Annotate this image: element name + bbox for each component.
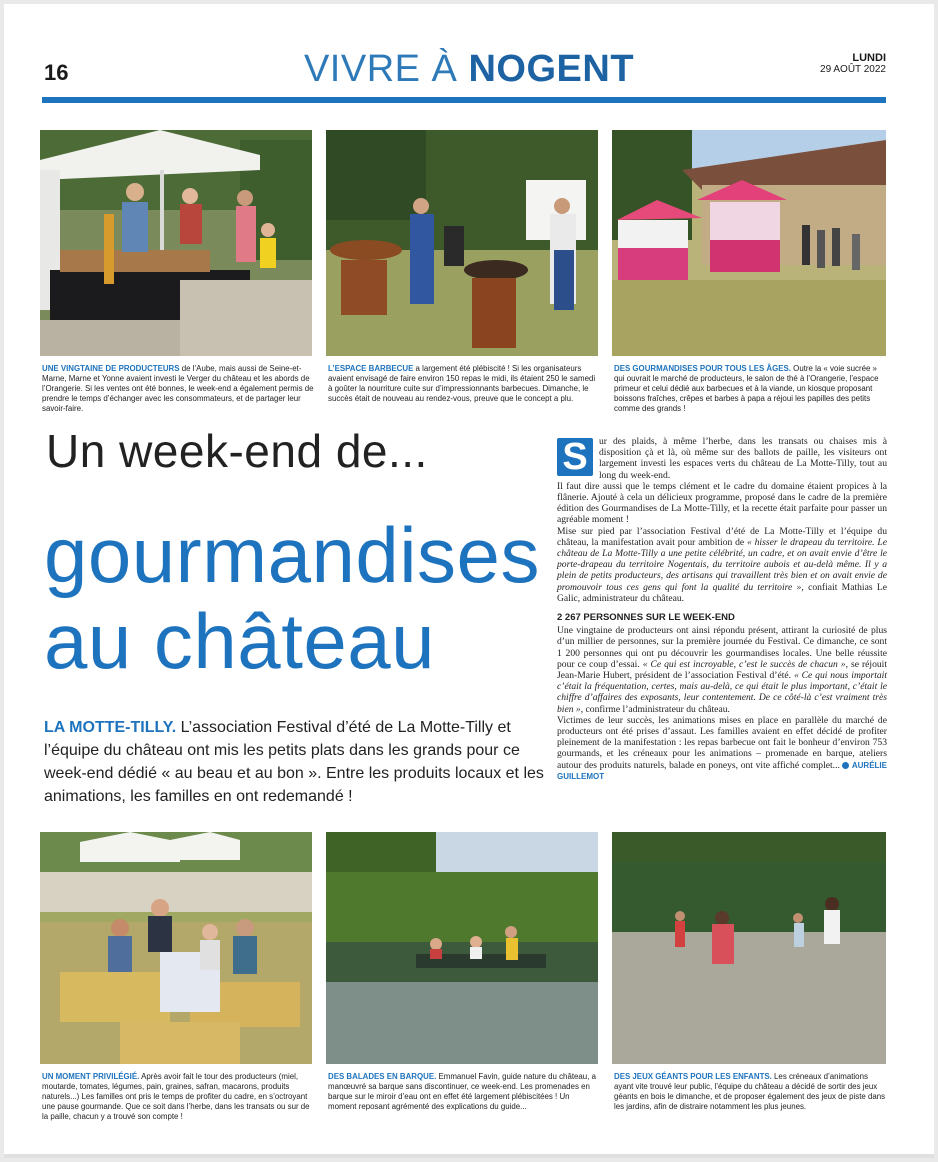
byline-bullet-icon <box>842 762 849 769</box>
dateline-location: LA MOTTE-TILLY. <box>44 719 177 736</box>
caption-text: Emmanuel Favin, guide nature du château, a manœuvré sa barque sans discontinuer, ce week-end. Les promenades en barque sur le miroir d’eau ont en effet été largement plébiscitées ! Un moment reposant agrémenté des explications du guide... <box>328 1072 596 1111</box>
byline: AURÉLIE GUILLEMOT <box>557 760 887 781</box>
article-body <box>557 436 887 782</box>
caption-privileged-moment <box>42 1072 314 1122</box>
headline-line-1: Un week-end de... <box>46 425 428 477</box>
caption-lead: DES BALADES EN BARQUE. <box>328 1072 437 1081</box>
paragraph-4 <box>557 625 887 715</box>
paragraph-4-text: Une vingtaine de producteurs ont ainsi répondu présent, attirant la curiosité de plus d’un millier de personnes, sur la première journée du Festival. Ce dimanche, ce sont 1 200 personnes qui ont pu découvrir les gourmandises locales. Une belle réussite pour ce coup d’essai. <box>557 625 887 670</box>
photo-producers-stand <box>40 130 312 356</box>
caption-lead: UN MOMENT PRIVILÉGIÉ. <box>42 1072 140 1081</box>
issue-date-text: 29 AOÛT 2022 <box>820 64 886 75</box>
paragraph-5-text: Victimes de leur succès, les animations mises en place en parallèle du marché de producteurs ont été prises d’assaut. Les familles avaient en effet décidé de profiter pleinement de la manifestation : les repas barbecue ont fait le bonheur d’environ 753 gourmands, et les créneaux pour les animations – promenade en barque, ateliers autour des produits naturels, balade en poneys, ont vite affiché complet... <box>557 714 887 771</box>
caption-text: Après avoir fait le tour des producteurs (miel, moutarde, tomates, légumes, pain, graines, safran, macarons, produits naturels...) Les familles ont pris le temps de profiter du cadre, en s’octroyant une pause gourmande. Que ce soit dans l’herbe, dans les transats ou sur de la paille, chacun y a trouvé son compte ! <box>42 1072 310 1121</box>
photo-boat-ride <box>326 832 598 1064</box>
header-rule <box>42 97 886 103</box>
paragraph-3-text: Mise sur pied par l’association Festival d’été de La Motte-Tilly et l’équipe du château, la manifestation avait pour ambition de <box>557 525 887 548</box>
photo-barbecue-area <box>326 130 598 356</box>
caption-barbecue <box>328 364 600 404</box>
photo-hay-bales <box>40 832 312 1064</box>
paragraph-1-text: ur des plaids, à même l’herbe, dans les transats ou chaises mis à disposition çà et là, où même sur des ballots de paille, les visiteurs ont largement investi les espaces verts du château de La Motte-Tilly, tout au long du week-end. <box>599 436 887 481</box>
headline-line-3: au château <box>44 597 436 685</box>
quote-hubert-1: « Ce qui est incroyable, c’est le succès de chacun » <box>642 658 846 670</box>
paragraph-3-attribution: , confiait Mathias Le Galic, administrateur du château. <box>557 581 888 604</box>
article-lead <box>44 716 544 808</box>
page-number: 16 <box>44 60 69 85</box>
paragraph-4-attribution: , se réjouit Jean-Marie Hubert, président de l’association Festival d’été. <box>557 658 887 682</box>
subheading: 2 267 PERSONNES SUR LE WEEK-END <box>557 612 735 624</box>
section-title <box>4 48 934 91</box>
headline-main <box>44 512 540 684</box>
issue-date <box>820 52 886 76</box>
caption-lead: L’ESPACE BARBECUE <box>328 364 414 373</box>
section-prefix: VIVRE À <box>303 48 458 90</box>
photo-candy-kiosk <box>612 130 886 356</box>
caption-text: Les créneaux d’animations ayant vite trouvé leur public, l’équipe du château a décidé de sortir des jeux géants en bois le dimanche, et de proposer également des jeux de piste dans les jardins, afin de distraire notamment les plus jeunes. <box>614 1072 886 1111</box>
caption-lead: DES JEUX GÉANTS POUR LES ENFANTS. <box>614 1072 772 1081</box>
paragraph-3 <box>557 526 887 604</box>
page-bottom-edge <box>4 1154 934 1158</box>
caption-lead: DES GOURMANDISES POUR TOUS LES ÂGES. <box>614 364 791 373</box>
paragraph-4-end: , confirme l’administrateur du château. <box>580 703 730 715</box>
caption-text: Outre la « voie sucrée » qui ouvrait le marché de producteurs, le salon de thé à l’Orangerie, l’espace primeur et celui dédié aux barbecues et à la viande, un kiosque proposant boissons fraîches, crêpes et barbes à papa a réjoui les papilles des petits comme des grands ! <box>614 364 879 413</box>
caption-boat-rides <box>328 1072 600 1112</box>
caption-text: de l’Aube, mais aussi de Seine-et-Marne, Marne et Yonne avaient investi le Verger du château et les abords de l’Orangerie. Si les ventes ont été bonnes, le week-end a également permis de prendre le temps d’échanger avec les consommateurs, et de partager leur savoir-faire. <box>42 364 314 413</box>
caption-lead: UNE VINGTAINE DE PRODUCTEURS <box>42 364 180 373</box>
caption-text: a largement été plébiscité ! Si les organisateurs avaient envisagé de faire environ 150 repas le midi, ils étaient 250 le samedi à goûter la nourriture cuite sur d’impressionnants barbecues. Dimanche, le succès était de nouveau au rendez-vous, preuve que le concept a plu. <box>328 364 596 403</box>
photo-giant-games <box>612 832 886 1064</box>
quote-hubert-2: « Ce qui nous importait c’était la fréquentation, certes, mais au-delà, ce qui était le plus important, c’était le chiffre d’affaires des exposants, leur contentement. De ce côté-là c’est vraiment très bien » <box>557 670 887 715</box>
section-name: NOGENT <box>468 48 635 90</box>
headline-line-2: gourmandises <box>44 511 540 599</box>
quote-le-galic: « hisser le drapeau du territoire. Le château de La Motte-Tilly a une petite célébrité, un cadre, et on avait envie d’être le porte-drapeau du territoire Nogentais, du territoire aubois et au-delà même. Il y a plein de petits producteurs, des artisans qui travaillent très bien et on avait envie de promouvoir tous ces gens qui font la qualité du territoire » <box>557 536 887 593</box>
caption-producers <box>42 364 314 414</box>
caption-sweets <box>614 364 886 414</box>
caption-giant-games <box>614 1072 886 1112</box>
issue-day: LUNDI <box>852 52 886 64</box>
lead-text: L’association Festival d’été de La Motte-Tilly et l’équipe du château ont mis les petits plats dans les grands pour ce week-end dédié « au beau et au bon ». Entre les produits locaux et les animations, les familles en ont redemandé ! <box>44 719 544 805</box>
paragraph-1 <box>557 436 887 481</box>
paragraph-2: Il faut dire aussi que le temps clément et le cadre du domaine étaient propices à la flânerie. Ajouté à cela un délicieux programme, proposé dans le cadre de la première édition des Gourmandises de La Motte-Tilly, et la recette était parfaite pour passer un agréable moment ! <box>557 480 887 526</box>
newspaper-page <box>4 4 934 1158</box>
paragraph-5 <box>557 715 887 782</box>
drop-cap: S <box>557 438 593 476</box>
